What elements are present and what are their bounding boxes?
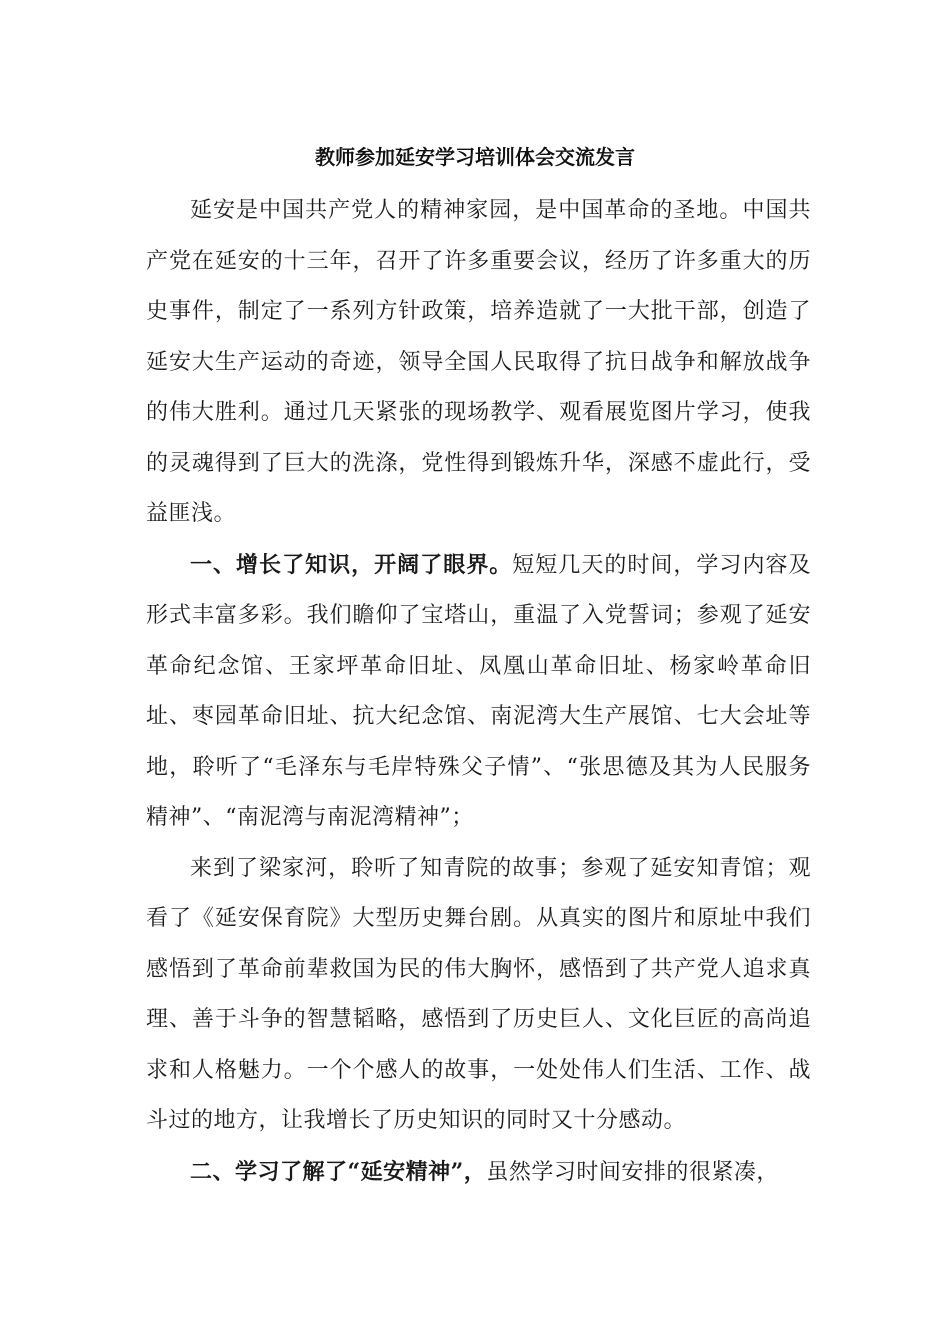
paragraph-text: 来到了梁家河，聆听了知青院的故事；参观了延安知青馆；观看了《延安保育院》大型历史舞台剧。从真实的图片和原址中我们感悟到了革命前辈救国为民的伟大胸怀，感悟到了共产党人追求真理、善于斗争的智慧韬略，感悟到了历史巨人、文化巨匠的高尚追求和人格魅力。一个个感人的故事，一处处伟人们生活、工作、战斗过的地方，让我增长了历史知识的同时又十分感动。: [146, 855, 811, 1133]
paragraph-text: 延安是中国共产党人的精神家园，是中国革命的圣地。中国共产党在延安的十三年，召开了许多重要会议，经历了许多重大的历史事件，制定了一系列方针政策，培养造就了一大批干部，创造了延安大生产运动的奇迹，领导全国人民取得了抗日战争和解放战争的伟大胜利。通过几天紧张的现场教学、观看展览图片学习，使我的灵魂得到了巨大的洗涤，党性得到锻炼升华，深感不虚此行，受益匪浅。: [146, 198, 811, 526]
paragraph-text: 虽然学习时间安排的很紧凑，: [486, 1159, 779, 1185]
paragraph-intro: [146, 186, 811, 540]
document-title: 教师参加延安学习培训体会交流发言: [315, 145, 635, 169]
paragraph-section-two: [146, 1147, 811, 1199]
document-body: [146, 186, 811, 1198]
paragraph-section-one-continued: [146, 844, 811, 1147]
section-heading: 一、增长了知识，开阔了眼界。: [190, 551, 513, 578]
section-heading: 二、学习了解了“延安精神”，: [190, 1158, 487, 1185]
paragraph-section-one: [146, 540, 811, 844]
paragraph-text: 短短几天的时间，学习内容及形式丰富多彩。我们瞻仰了宝塔山，重温了入党誓词；参观了延安革命纪念馆、王家坪革命旧址、凤凰山革命旧址、杨家岭革命旧址、枣园革命旧址、抗大纪念馆、南泥湾大生产展馆、七大会址等地，聆听了“毛泽东与毛岸特殊父子情”、“张思德及其为人民服务精神”、“南泥湾与南泥湾精神”；: [146, 552, 811, 830]
